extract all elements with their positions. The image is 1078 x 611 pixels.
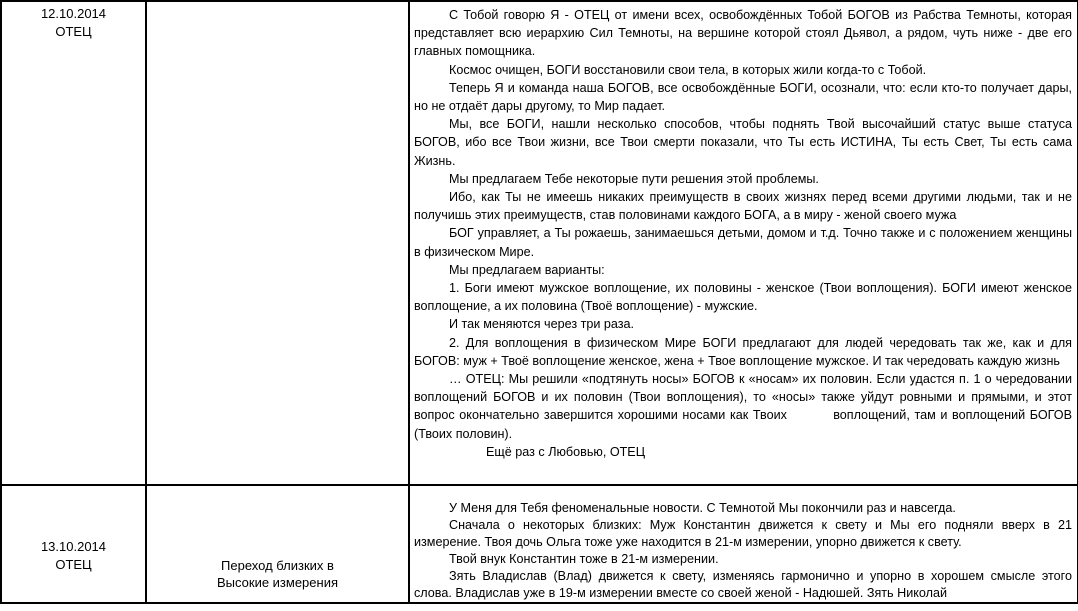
cell-message — [409, 1, 1078, 485]
entry-author: ОТЕЦ — [55, 24, 92, 39]
cell-message — [409, 485, 1078, 603]
table-row — [1, 1, 1078, 485]
table-row — [1, 485, 1078, 603]
entry-date: 12.10.2014 — [40, 6, 107, 21]
message-paragraph: Теперь Я и команда наша БОГОВ, все освобождённые БОГИ, осознали, что: если кто-то получает дары, но не отдаёт дары другому, то Мир падает. — [414, 80, 1072, 114]
message-paragraph: Сначала о некоторых близких: Муж Константин движется к свету и Мы его подняли вверх в 21 измерение. Твоя дочь Ольга тоже уже находится в 21-м измерении, упорно движется к свету. — [414, 518, 1072, 549]
entry-author: ОТЕЦ — [55, 557, 92, 572]
message-paragraph: Мы предлагаем варианты: — [449, 262, 605, 277]
message-paragraph: 1. Боги имеют мужское воплощение, их половины - женское (Твои воплощения). БОГИ имеют женское воплощение, а их половина (Твоё воплощение) - мужские. — [414, 281, 1072, 314]
cell-date-author — [1, 485, 146, 603]
topic-line: Высокие измерения — [216, 575, 338, 590]
message-paragraph: БОГ управляет, а Ты рожаешь, занимаешься детьми, домом и т.д. Точно также и с положением женщины в физическом Мире. — [414, 226, 1072, 259]
message-paragraph: И так меняются через три раза. — [449, 317, 635, 332]
cell-topic — [146, 485, 409, 603]
topic-empty — [147, 2, 408, 482]
cell-date-author — [1, 1, 146, 485]
message-paragraph: Зять Владислав (Влад) движется к свету, изменяясь гармонично и упорно в хорошем смысле этого слова. Владислав уже в 19-м измерении вместе со своей женой - Надюшей. Зять Николай — [414, 569, 1072, 600]
message-paragraph: Ибо, как Ты не имеешь никаких преимуществ в своих жизнях перед всеми другими людьми, так и не получишь этих преимуществ, став половинами каждого БОГА, а в миру - женой своего мужа — [414, 190, 1072, 223]
message-paragraph: 2. Для воплощения в физическом Мире БОГИ предлагают для людей чередовать так же, как и для БОГОВ: муж + Твоё воплощение женское, жена + Твое воплощение мужское. И так чередовать каждую жизнь — [414, 335, 1072, 368]
message-paragraph: … ОТЕЦ: Мы решили «подтянуть носы» БОГОВ к «носам» их половин. Если удастся п. 1 о чередовании воплощений БОГОВ и их половин (Твои воплощения), то «носы» также уйдут ровными и прямыми, и этот вопрос окончательно завершится хорошими носами как Твоих воплощений, там и воплощений БОГОВ (Твоих половин). — [414, 372, 1072, 441]
entry-date: 13.10.2014 — [40, 539, 107, 554]
message-paragraph: Твой внук Константин тоже в 21-м измерении. — [449, 552, 719, 566]
cell-topic — [146, 1, 409, 485]
message-paragraph: У Меня для Тебя феноменальные новости. С Темнотой Мы покончили раз и навсегда. — [449, 501, 956, 515]
message-paragraph: Космос очищен, БОГИ восстановили свои тела, в которых жили когда-то с Тобой. — [449, 62, 927, 77]
message-closing: Ещё раз с Любовью, ОТЕЦ — [486, 444, 646, 459]
message-paragraph: Мы предлагаем Тебе некоторые пути решения этой проблемы. — [449, 171, 819, 186]
message-paragraph: С Тобой говорю Я - ОТЕЦ от имени всех, освобождённых Тобой БОГОВ из Рабства Темноты, которая представляет всю иерархию Сил Темноты, на вершине которой стоял Дьявол, а рядом, чуть ниже - две его главных помощника. — [414, 8, 1072, 59]
message-paragraph: Мы, все БОГИ, нашли несколько способов, чтобы поднять Твой высочайший статус выше статуса БОГОВ, ибо все Твои жизни, все Твои смерти показали, что Ты есть ИСТИНА, Ты есть Свет, Ты есть сама Жизнь. — [414, 117, 1072, 168]
topic-line: Переход близких в — [221, 558, 334, 573]
